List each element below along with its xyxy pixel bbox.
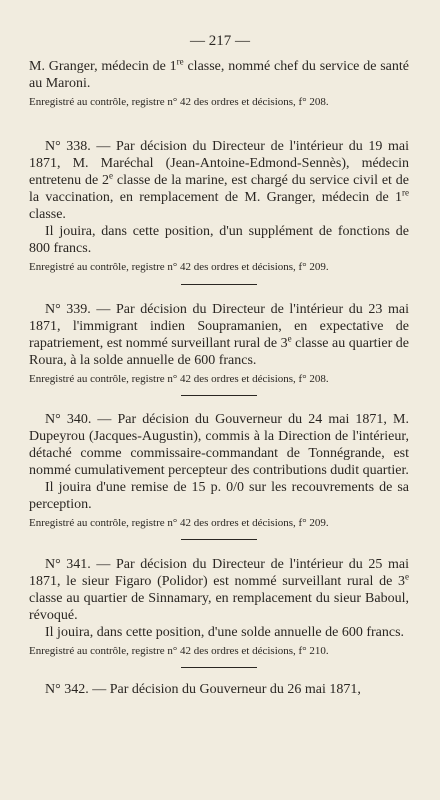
decision-entry-342	[29, 681, 409, 698]
decision-entry-338	[29, 138, 409, 274]
entry-registration: Enregistré au contrôle, registre n° 42 des ordres et décisions, f° 210.	[29, 645, 329, 657]
entry-registration: Enregistré au contrôle, registre n° 42 des ordres et décisions, f° 208.	[29, 373, 329, 385]
entry-paragraph: Il jouira, dans cette position, d'une solde annuelle de 600 francs.	[45, 625, 405, 640]
continuation-registration: Enregistré au contrôle, registre n° 42 des ordres et décisions, f° 208.	[29, 96, 329, 108]
page-number: — 217 —	[190, 33, 250, 49]
document-body	[29, 58, 409, 698]
entry-registration: Enregistré au contrôle, registre n° 42 des ordres et décisions, f° 209.	[29, 517, 329, 529]
separator-rule	[181, 539, 257, 540]
decision-entry-341	[29, 556, 409, 658]
entry-registration: Enregistré au contrôle, registre n° 42 des ordres et décisions, f° 209.	[29, 261, 329, 273]
continuation-text: M. Granger, médecin de 1re classe, nommé chef du service de santé au Maroni.	[29, 56, 409, 91]
separator-rule	[181, 667, 257, 668]
decision-entry-340	[29, 411, 409, 530]
separator-rule	[181, 395, 257, 396]
entry-paragraph: N° 339. — Par décision du Directeur de l'intérieur du 23 mai 1871, l'immigrant indien Soupramanien, en expectative de rapatriement, est nommé surveillant rural de 3e classe au quartier de Roura, à la solde annuelle de 600 francs.	[29, 302, 409, 368]
entry-paragraph: N° 341. — Par décision du Directeur de l'intérieur du 25 mai 1871, le sieur Figaro (Polidor) est nommé surveillant rural de 3e classe au quartier de Sinnamary, en remplacement du sieur Baboul, révoqué.	[29, 557, 409, 623]
entry-paragraph: N° 342. — Par décision du Gouverneur du 26 mai 1871,	[45, 682, 361, 697]
entry-paragraph: Il jouira d'une remise de 15 p. 0/0 sur les recouvrements de sa perception.	[29, 480, 409, 512]
entry-paragraph: N° 340. — Par décision du Gouverneur du 24 mai 1871, M. Dupeyrou (Jacques-Augustin), commis à la Direction de l'intérieur, détaché comme commissaire-commandant de Tonnégrande, est nommé cumulativement percepteur des contributions dudit quartier.	[29, 412, 409, 478]
entry-paragraph: N° 338. — Par décision du Directeur de l'intérieur du 19 mai 1871, M. Maréchal (Jean-Antoine-Edmond-Sennès), médecin entretenu de 2e classe de la marine, est chargé du service civil et de la vaccination, en remplacement de M. Granger, médecin de 1re classe.	[29, 139, 410, 222]
separator-rule	[181, 284, 257, 285]
decision-entry-339	[29, 301, 409, 386]
entry-paragraph: Il jouira, dans cette position, d'un supplément de fonctions de 800 francs.	[29, 224, 409, 256]
